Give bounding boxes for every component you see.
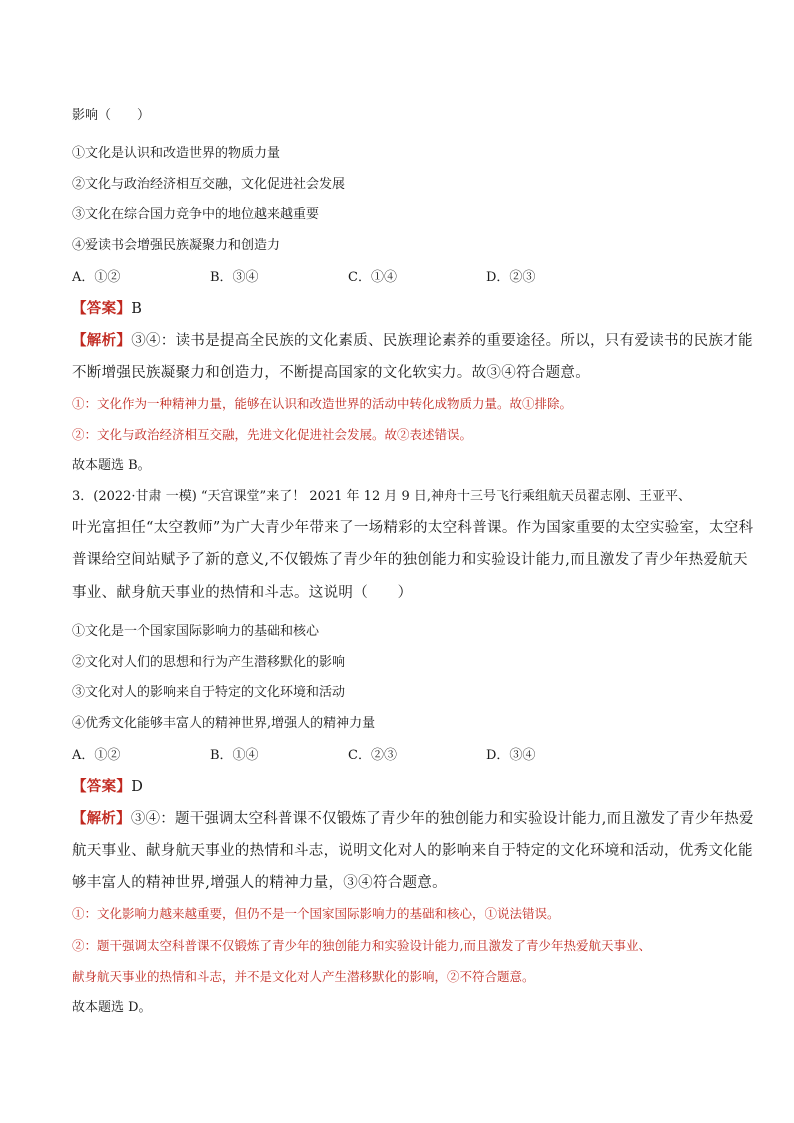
q2-conclusion: 故本题选 B。 xyxy=(72,458,151,473)
q3-stem-line-1: 3．(2022·甘肃 一模) “天宫课堂”来了！ 2021 年 12 月 9 日,神舟十三号飞行乘组航天员翟志刚、王亚平、 xyxy=(72,489,692,504)
q3-answer xyxy=(72,778,143,796)
q2-item-1: ①文化是认识和改造世界的物质力量 xyxy=(72,146,281,161)
q2-red-line-2: ②：文化与政治经济相互交融，先进文化促进社会发展。故②表述错误。 xyxy=(72,427,473,442)
q3-item-1: ①文化是一个国家国际影响力的基础和核心 xyxy=(72,624,320,639)
q3-item-2: ②文化对人们的思想和行为产生潜移默化的影响 xyxy=(72,655,346,670)
q3-option-b: B．①④ xyxy=(210,748,259,763)
analysis-tag: 【解析】 xyxy=(72,332,132,349)
q3-conclusion: 故本题选 D。 xyxy=(72,1000,152,1015)
q3-red-line-1: ①：文化影响力越来越重要，但仍不是一个国家国际影响力的基础和核心，①说法错误。 xyxy=(72,906,560,921)
q2-option-c: C．①④ xyxy=(348,270,397,285)
q3-analysis-line-2: 航天事业、献身航天事业的热情和斗志，说明文化对人的影响来自于特定的文化环境和活动，优秀文化能 xyxy=(72,843,753,859)
analysis-text: ③④：读书是提高全民族的文化素质、民族理论素养的重要途径。所以，只有爱读书的民族才能 xyxy=(131,333,753,349)
q2-option-d: D．②③ xyxy=(486,270,536,285)
q2-item-2: ②文化与政治经济相互交融，文化促进社会发展 xyxy=(72,177,346,192)
q3-item-3: ③文化对人的影响来自于特定的文化环境和活动 xyxy=(72,685,346,700)
answer-value: B xyxy=(131,301,143,317)
answer-tag: 【答案】 xyxy=(72,300,132,317)
q2-analysis-line-1 xyxy=(72,332,753,350)
q3-red-line-3: 献身航天事业的热情和斗志，并不是文化对人产生潜移默化的影响，②不符合题意。 xyxy=(72,969,535,984)
q3-analysis-line-3: 够丰富人的精神世界,增强人的精神力量，③④符合题意。 xyxy=(72,875,447,891)
q2-item-4: ④爱读书会增强民族凝聚力和创造力 xyxy=(72,238,281,253)
q3-stem-line-2: 叶光富担任“太空教师”为广大青少年带来了一场精彩的太空科普课。作为国家重要的太空实验室，太空科 xyxy=(72,520,754,536)
answer-tag: 【答案】 xyxy=(72,778,132,795)
q2-analysis-line-2: 不断增强民族凝聚力和创造力，不断提高国家的文化软实力。故③④符合题意。 xyxy=(72,365,590,381)
q3-item-4: ④优秀文化能够丰富人的精神世界,增强人的精神力量 xyxy=(72,716,376,731)
analysis-text: ③④：题干强调太空科普课不仅锻炼了青少年的独创能力和实验设计能力,而且激发了青少年热爱 xyxy=(130,811,754,827)
q2-option-b: B．③④ xyxy=(210,270,259,285)
q2-stem-tail: 影响（ ） xyxy=(72,108,151,123)
q3-red-line-2: ②：题干强调太空科普课不仅锻炼了青少年的独创能力和实验设计能力,而且激发了青少年热爱航天事业、 xyxy=(72,938,651,953)
q3-option-c: C．②③ xyxy=(348,748,397,763)
q2-red-line-1: ①：文化作为一种精神力量，能够在认识和改造世界的活动中转化成物质力量。故①排除。 xyxy=(72,396,573,411)
q3-stem-line-3: 普课给空间站赋予了新的意义,不仅锻炼了青少年的独创能力和实验设计能力,而且激发了青少年热爱航天 xyxy=(72,552,748,568)
analysis-tag: 【解析】 xyxy=(72,810,131,827)
q2-answer xyxy=(72,300,142,318)
q3-option-a: A．①② xyxy=(72,748,121,763)
q3-options xyxy=(72,747,535,765)
q2-options xyxy=(72,269,535,287)
q2-option-a: A．①② xyxy=(72,270,121,285)
q3-option-d: D．③④ xyxy=(486,748,536,763)
answer-value: D xyxy=(131,779,144,795)
q2-item-3: ③文化在综合国力竞争中的地位越来越重要 xyxy=(72,207,320,222)
q3-analysis-line-1 xyxy=(72,810,754,828)
q3-stem-line-4: 事业、献身航天事业的热情和斗志。这说明（ ） xyxy=(72,585,413,601)
